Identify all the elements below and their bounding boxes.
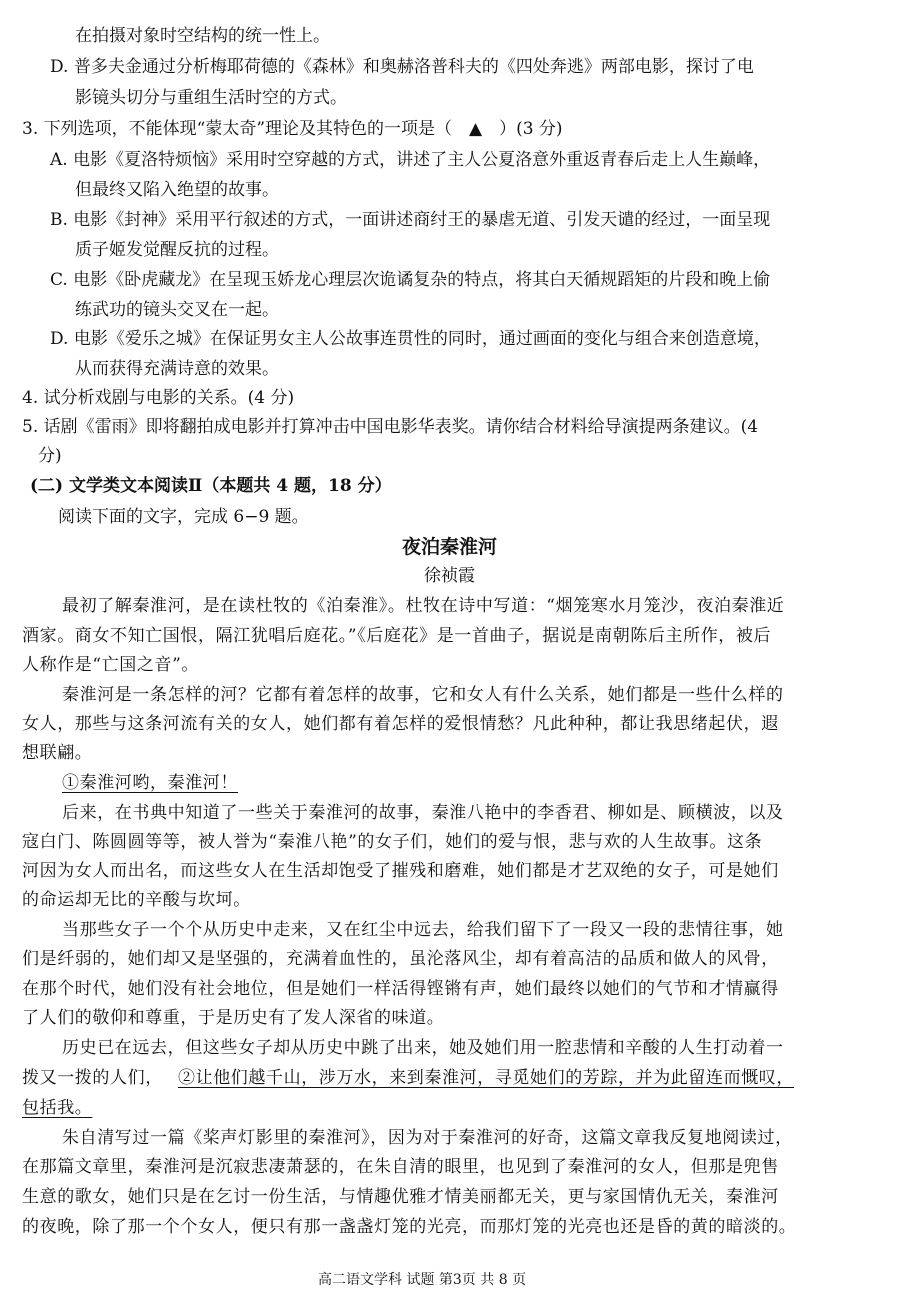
paragraph-line: 生意的歌女，她们只是在乞讨一份生活，与情趣优雅才情美丽都无关，更与家国情仇无关，秦淮河 [22, 1187, 779, 1207]
paragraph-line: 想联翩。 [22, 743, 93, 763]
option-d-line-1: D. 普多夫金通过分析梅耶荷德的《森林》和奥赫洛普科夫的《四处奔逃》两部电影，探讨了电 [50, 57, 754, 77]
paragraph-line: 了人们的敬仰和尊重，于是历史有了发人深省的味道。 [22, 1008, 445, 1028]
paragraph-line: 历史已在远去，但这些女子却从历史中跳了出来，她及她们用一腔悲情和辛酸的人生打动着一 [62, 1038, 784, 1058]
option-d-line-2: 影镜头切分与重组生活时空的方式。 [75, 88, 347, 108]
reading-instruction: 阅读下面的文字，完成 6−9 题。 [58, 507, 309, 527]
article-author: 徐祯霞 [424, 566, 475, 586]
paragraph-line: 女人，那些与这条河流有关的女人，她们都有着怎样的爱恨情愁？凡此种种，都让我思绪起伏，遐 [22, 714, 779, 734]
question-4: 4. 试分析戏剧与电影的关系。(4 分) [22, 388, 295, 408]
paragraph-line: 们是纤弱的，她们却又是坚强的，充满着血性的，虽沦落风尘，却有着高洁的品质和做人的风骨， [22, 949, 779, 969]
paragraph-line: 人称作是“亡国之音”。 [22, 655, 199, 675]
question-5-line-2: 分) [38, 446, 62, 466]
option-c-continuation: 在拍摄对象时空结构的统一性上。 [75, 26, 330, 46]
paragraph-line: 当那些女子一个个从历史中走来，又在红尘中远去，给我们留下了一段又一段的悲情往事，她 [62, 920, 784, 940]
question-3-stem: 3. 下列选项，不能体现“蒙太奇”理论及其特色的一项是（ ▲ ）(3 分) [22, 119, 563, 139]
q3-option-d-line-1: D. 电影《爱乐之城》在保证男女主人公故事连贯性的同时，通过画面的变化与组合来创造意境， [50, 329, 771, 349]
q3-option-a-line-1: A. 电影《夏洛特烦恼》采用时空穿越的方式，讲述了主人公夏洛意外重返青春后走上人生巅峰， [50, 150, 771, 170]
section-heading: (二) 文学类文本阅读Ⅱ（本题共 4 题，18 分） [30, 476, 392, 496]
paragraph-line: 最初了解秦淮河，是在读杜牧的《泊秦淮》。杜牧在诗中写道：“烟笼寒水月笼沙，夜泊秦淮近 [62, 596, 785, 616]
page-footer: 高二语文学科 试题 第3页 共 8 页 [318, 1272, 527, 1288]
paragraph-line: 酒家。商女不知亡国恨，隔江犹唱后庭花。”《后庭花》是一首曲子，据说是南朝陈后主所作，被后 [22, 626, 772, 646]
paragraph-line: 后来，在书典中知道了一些关于秦淮河的故事，秦淮八艳中的李香君、柳如是、顾横波，以及 [62, 803, 784, 823]
paragraph-line: 拨又一拨的人们， [22, 1068, 163, 1088]
paragraph-line: 河因为女人而出名，而这些女人在生活却饱受了摧残和磨难，她们都是才艺双绝的女子，可是她们 [22, 861, 779, 881]
article-title: 夜泊秦淮河 [402, 536, 498, 558]
underlined-sentence-2: ②让他们越千山，涉万水，来到秦淮河，寻觅她们的芳踪，并为此留连而慨叹， [178, 1068, 794, 1088]
q3-option-a-line-2: 但最终又陷入绝望的故事。 [75, 180, 279, 200]
paragraph-line: 秦淮河是一条怎样的河？它都有着怎样的故事，它和女人有什么关系，她们都是一些什么样的 [62, 685, 784, 705]
q3-option-d-line-2: 从而获得充满诗意的效果。 [75, 359, 279, 379]
q3-option-b-line-1: B. 电影《封神》采用平行叙述的方式，一面讲述商纣王的暴虐无道、引发天谴的经过，一面呈现 [50, 210, 771, 230]
paragraph-line: 寇白门、陈圆圆等等，被人誉为“秦淮八艳”的女子们，她们的爱与恨，悲与欢的人生故事。这条 [22, 832, 763, 852]
paragraph-line: 在那个时代，她们没有社会地位，但是她们一样活得铿锵有声，她们最终以她们的气节和才情赢得 [22, 979, 779, 999]
underlined-sentence-1: ①秦淮河哟，秦淮河！ [62, 773, 238, 793]
paragraph-line: 朱自清写过一篇《桨声灯影里的秦淮河》，因为对于秦淮河的好奇，这篇文章我反复地阅读过， [62, 1128, 793, 1148]
paragraph-line: 的夜晚，除了那一个个女人，便只有那一盏盏灯笼的光亮，而那灯笼的光亮也还是昏的黄的暗淡的。 [22, 1217, 797, 1237]
question-5-line-1: 5. 话剧《雷雨》即将翻拍成电影并打算冲击中国电影华表奖。请你结合材料给导演提两条建议。(4 [22, 417, 759, 437]
q3-option-c-line-2: 练武功的镜头交叉在一起。 [75, 300, 279, 320]
q3-option-b-line-2: 质子姬发觉醒反抗的过程。 [75, 240, 279, 260]
q3-option-c-line-1: C. 电影《卧虎藏龙》在呈现玉娇龙心理层次诡谲复杂的特点，将其白天循规蹈矩的片段和晚上偷 [50, 270, 771, 290]
paragraph-line: 在那篇文章里，秦淮河是沉寂悲凄萧瑟的，在朱自清的眼里，也见到了秦淮河的女人，但那是兜售 [22, 1157, 779, 1177]
underlined-sentence-2-end: 包括我。 [22, 1098, 93, 1118]
paragraph-line: 的命运却无比的辛酸与坎坷。 [22, 890, 251, 910]
